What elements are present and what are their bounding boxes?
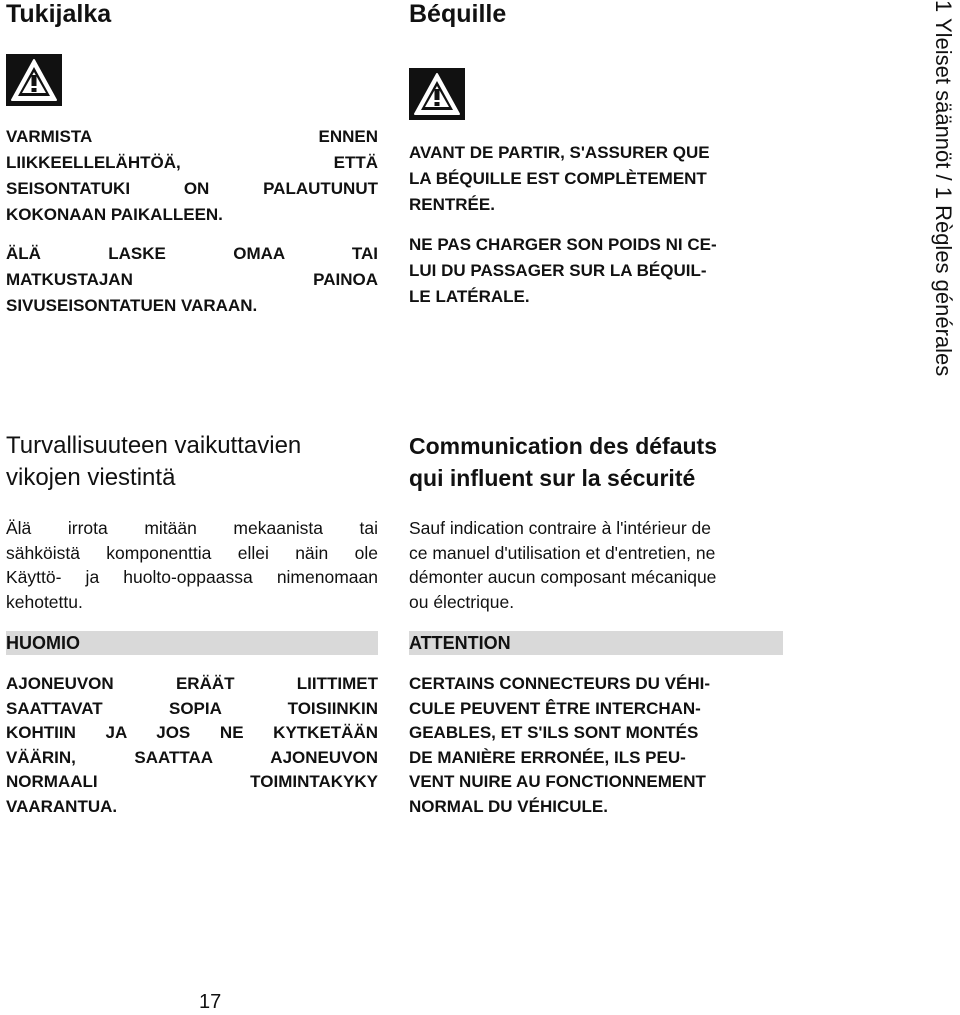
- right-section-title-line: Communication des défauts: [409, 433, 717, 459]
- side-tab-label: 1 Yleiset säännöt / 1 Règles générales: [931, 0, 956, 377]
- right-warning-2-line: LE LATÉRALE.: [409, 287, 530, 306]
- left-section-title-line: vikojen viestintä: [6, 464, 176, 491]
- left-section-title-line: Turvallisuuteen vaikuttavien: [6, 432, 302, 459]
- left-paragraph-line: sähköistä komponenttia ellei näin ole: [6, 542, 378, 563]
- right-paragraph: [409, 516, 783, 614]
- left-note-bar: [6, 631, 378, 655]
- right-warning-1: [409, 140, 783, 218]
- left-warning-1-line: SEISONTATUKI ON PALAUTUNUT: [6, 179, 378, 198]
- left-warning-2-line: MATKUSTAJAN PAINOA: [6, 270, 378, 289]
- left-warning-1-line: KOKONAAN PAIKALLEEN.: [6, 205, 223, 224]
- left-warning-1-line: LIIKKEELLELÄHTÖÄ, ETTÄ: [6, 153, 378, 172]
- right-warning-1-line: LA BÉQUILLE EST COMPLÈTEMENT: [409, 169, 707, 188]
- left-note-line: VÄÄRIN, SAATTAA AJONEUVON: [6, 747, 378, 767]
- right-warning-2: [409, 232, 783, 310]
- right-title: Béquille: [409, 0, 507, 28]
- right-note-line: DE MANIÈRE ERRONÉE, ILS PEU-: [409, 747, 686, 767]
- left-warning-1-line: VARMISTA ENNEN: [6, 127, 378, 146]
- left-paragraph-line: kehotettu.: [6, 591, 83, 612]
- right-warning-1-line: AVANT DE PARTIR, S'ASSURER QUE: [409, 143, 710, 162]
- right-note-bar: [409, 631, 783, 655]
- left-warning-2-line: ÄLÄ LASKE OMAA TAI: [6, 244, 378, 263]
- right-section-title: [409, 430, 717, 494]
- right-note-line: NORMAL DU VÉHICULE.: [409, 796, 608, 816]
- right-warning-1-line: RENTRÉE.: [409, 195, 495, 214]
- warning-triangle-icon: [409, 68, 465, 120]
- left-warning-2-line: SIVUSEISONTATUEN VARAAN.: [6, 296, 258, 315]
- warning-triangle-icon: [6, 54, 62, 106]
- left-note-line: AJONEUVON ERÄÄT LIITTIMET: [6, 674, 378, 693]
- left-section-title: [6, 430, 301, 494]
- left-note-line: VAARANTUA.: [6, 796, 118, 816]
- right-paragraph-line: Sauf indication contraire à l'intérieur de: [409, 518, 711, 538]
- left-paragraph-line: Käyttö- ja huolto-oppaassa nimenomaan: [6, 567, 378, 587]
- right-paragraph-line: démonter aucun composant mécanique: [409, 567, 717, 587]
- page-number: 17: [199, 991, 222, 1013]
- right-warning-2-line: NE PAS CHARGER SON POIDS NI CE-: [409, 235, 717, 254]
- right-note-text: [409, 672, 783, 819]
- left-title: Tukijalka: [6, 0, 112, 28]
- right-note-label: ATTENTION: [409, 633, 511, 653]
- left-note-label: HUOMIO: [6, 633, 80, 653]
- left-warning-1: [6, 124, 378, 228]
- right-note-line: VENT NUIRE AU FONCTIONNEMENT: [409, 772, 706, 791]
- right-section-title-line: qui influent sur la sécurité: [409, 465, 696, 491]
- right-paragraph-line: ou électrique.: [409, 591, 515, 612]
- left-note-line: SAATTAVAT SOPIA TOISIINKIN: [6, 698, 378, 718]
- left-paragraph: [6, 516, 378, 614]
- left-note-line: NORMAALI TOIMINTAKYKY: [6, 772, 378, 791]
- right-note-line: CULE PEUVENT ÊTRE INTERCHAN-: [409, 698, 701, 718]
- right-warning-2-line: LUI DU PASSAGER SUR LA BÉQUIL-: [409, 261, 707, 280]
- left-warning-2: [6, 241, 378, 319]
- right-note-line: CERTAINS CONNECTEURS DU VÉHI-: [409, 674, 710, 693]
- right-paragraph-line: ce manuel d'utilisation et d'entretien, ne: [409, 542, 716, 563]
- left-paragraph-line: Älä irrota mitään mekaanista tai: [6, 518, 378, 538]
- left-note-text: [6, 672, 378, 819]
- left-note-line: KOHTIIN JA JOS NE KYTKETÄÄN: [6, 723, 378, 742]
- right-note-line: GEABLES, ET S'ILS SONT MONTÉS: [409, 723, 699, 742]
